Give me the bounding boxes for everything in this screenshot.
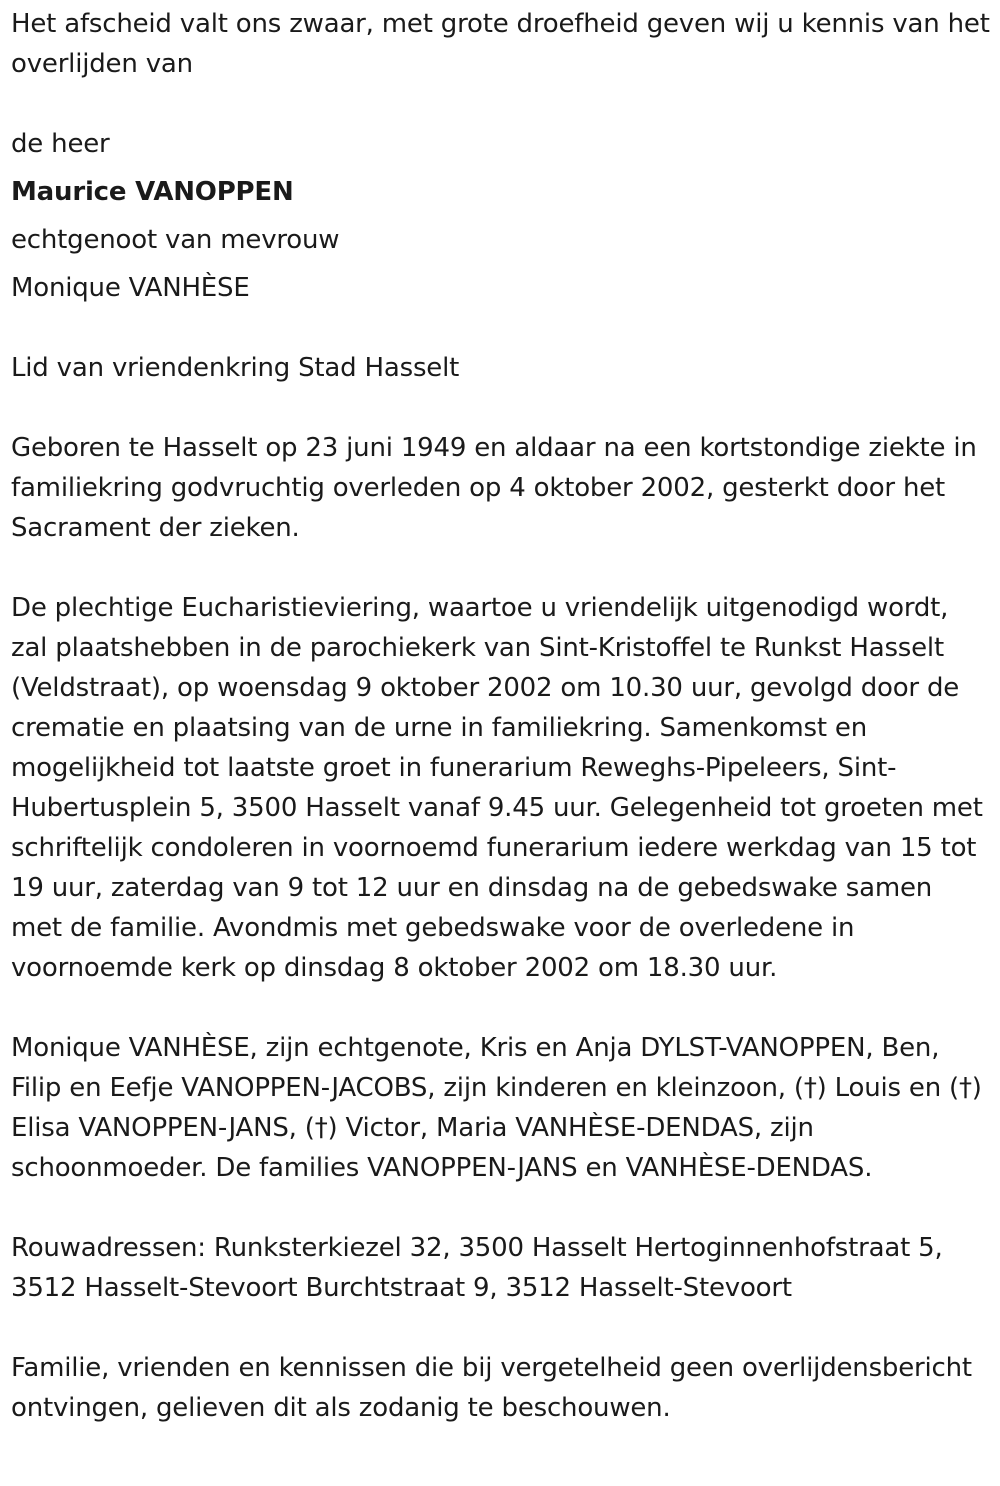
closing-paragraph: Familie, vrienden en kennissen die bij vergetelheid geen overlijdensbericht ontvingen, gelieven dit als zodanig te beschouwen.	[11, 1353, 972, 1423]
obituary-document	[11, 4, 991, 1428]
intro-paragraph: Het afscheid valt ons zwaar, met grote droefheid geven wij u kennis van het overlijden van	[11, 9, 990, 79]
birth-death-paragraph: Geboren te Hasselt op 23 juni 1949 en aldaar na een kortstondige ziekte in familiekring godvruchtig overleden op 4 oktober 2002, gesterkt door het Sacrament der zieken.	[11, 433, 977, 543]
title-prefix: de heer	[11, 129, 110, 159]
family-paragraph: Monique VANHÈSE, zijn echtgenote, Kris en Anja DYLST-VANOPPEN, Ben, Filip en Eefje VANOPPEN-JACOBS, zijn kinderen en kleinzoon, (†) Louis en (†) Elisa VANOPPEN-JANS, (†) Victor, Maria VANHÈSE-DENDAS, zijn schoonmoeder. De families VANOPPEN-JANS en VANHÈSE-DENDAS.	[11, 1033, 982, 1183]
membership-paragraph: Lid van vriendenkring Stad Hasselt	[11, 353, 460, 383]
spouse-relation: echtgenoot van mevrouw	[11, 225, 340, 255]
ceremony-paragraph: De plechtige Eucharistieviering, waartoe u vriendelijk uitgenodigd wordt, zal plaatshebben in de parochiekerk van Sint-Kristoffel te Runkst Hasselt (Veldstraat), op woensdag 9 oktober 2002 om 10.30 uur, gevolgd door de crematie en plaatsing van de urne in familiekring. Samenkomst en mogelijkheid tot laatste groet in funerarium Reweghs-Pipeleers, Sint-Hubertusplein 5, 3500 Hasselt vanaf 9.45 uur. Gelegenheid tot groeten met schriftelijk condoleren in voornoemd funerarium iedere werkdag van 15 tot 19 uur, zaterdag van 9 tot 12 uur en dinsdag na de gebedswake samen met de familie. Avondmis met gebedswake voor de overledene in voornoemde kerk op dinsdag 8 oktober 2002 om 18.30 uur.	[11, 593, 983, 983]
addresses-paragraph: Rouwadressen: Runksterkiezel 32, 3500 Hasselt Hertoginnenhofstraat 5, 3512 Hasselt-Stevoort Burchtstraat 9, 3512 Hasselt-Stevoort	[11, 1233, 943, 1303]
spouse-name: Monique VANHÈSE	[11, 273, 250, 303]
deceased-name: Maurice VANOPPEN	[11, 177, 294, 207]
